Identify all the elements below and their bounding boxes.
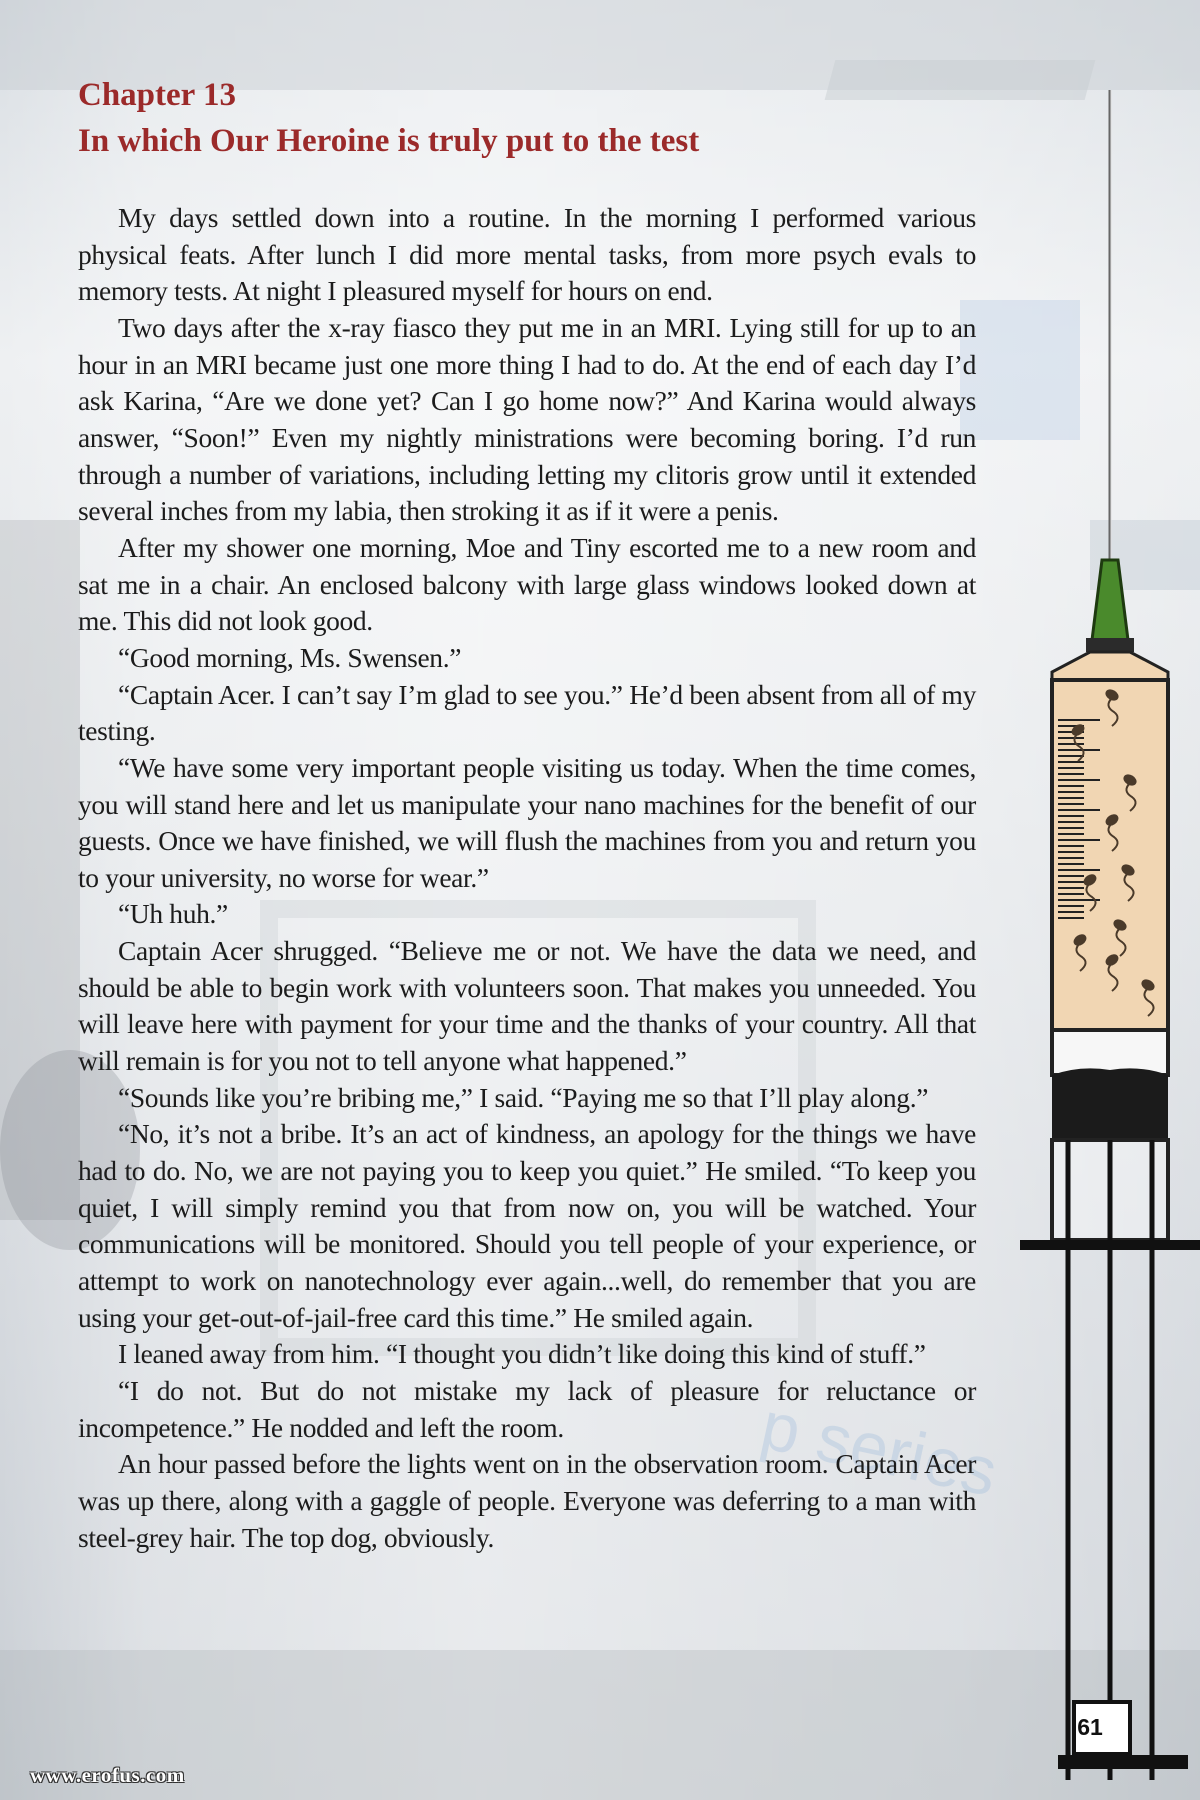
- syringe-tip: [1052, 652, 1168, 682]
- syringe-finger-flange: [1020, 1240, 1200, 1250]
- syringe-plunger-tip: [1052, 1068, 1168, 1140]
- chapter-body: [78, 200, 976, 1556]
- syringe-barrel-empty: [1052, 1030, 1168, 1075]
- paragraph: “Sounds like you’re bribing me,” I said. “Paying me so that I’ll play along.”: [118, 1081, 929, 1113]
- paragraph: After my shower one morning, Moe and Tiny escorted me to a new room and sat me in a chair. An enclosed balcony with large glass windows looked down at me. This did not look good.: [78, 531, 976, 637]
- site-watermark: www.erofus.com: [30, 1763, 185, 1787]
- chapter-number: Chapter 13: [78, 77, 236, 113]
- background-shelf: [0, 520, 80, 1220]
- paragraph: I leaned away from him. “I thought you didn’t like doing this kind of stuff.”: [118, 1338, 926, 1370]
- paragraph: “Uh huh.”: [118, 898, 228, 930]
- background-watermark-text: p series: [754, 1387, 1004, 1511]
- paragraph: My days settled down into a routine. In the morning I performed various physical feats. After lunch I did more mental tasks, from more psych evals to memory tests. At night I pleasured myself for hours on end.: [78, 202, 976, 307]
- paragraph: “No, it’s not a bribe. It’s an act of kindness, an apology for the things we have had to do. No, we are not paying you to keep you quiet.” He smiled. “To keep you quiet, I will simply remind you that from now on, you will be watched. Your communications will be monitored. Should you tell people of your experience, or attempt to work on nanotechnology ever again...well, do remember that you are using your get-out-of-jail-free card this time.” He smiled again.: [78, 1118, 976, 1333]
- syringe-thumb-press: [1058, 1755, 1188, 1769]
- paragraph: “We have some very important people visiting us today. When the time comes, you will stand here and let us manipulate your nano machines for the benefit of our guests. Once we have finished, we will flush the machines from you and return you to your university, no worse for wear.”: [78, 751, 976, 893]
- syringe-illustration: [1000, 80, 1200, 1780]
- chapter-heading: [78, 72, 978, 164]
- paragraph: An hour passed before the lights went on in the observation room. Captain Acer was up there, along with a gaggle of people. Everyone was deferring to a man with steel-grey hair. The top dog, obviously.: [78, 1448, 976, 1553]
- paragraph: “Captain Acer. I can’t say I’m glad to see you.” He’d been absent from all of my testing.: [78, 678, 976, 747]
- paragraph: Captain Acer shrugged. “Believe me or not. We have the data we need, and should be able to begin work with volunteers soon. That makes you unneeded. You will leave here with payment for your time and the thanks of your country. All that will remain is for you not to tell anyone what happened.”: [78, 935, 976, 1077]
- syringe-needle-hub: [1092, 560, 1128, 640]
- chapter-title: In which Our Heroine is truly put to the test: [78, 123, 700, 159]
- syringe-hub-collar: [1086, 638, 1134, 652]
- paragraph: Two days after the x-ray fiasco they put me in an MRI. Lying still for up to an hour in an MRI became just one more thing I had to do. At the end of each day I’d ask Karina, “Are we done yet? Can I go home now?” And Karina would always answer, “Soon!” Even my nightly ministrations were becoming boring. I’d run through a number of variations, including letting my clitoris grow until it extended several inches from my labia, then stroking it as if it were a penis.: [78, 311, 976, 527]
- paragraph: “I do not. But do not mistake my lack of pleasure for reluctance or incompetence.” He nodded and left the room.: [78, 1375, 976, 1443]
- paragraph: “Good morning, Ms. Swensen.”: [118, 641, 462, 673]
- page-number: 61: [1077, 1714, 1103, 1740]
